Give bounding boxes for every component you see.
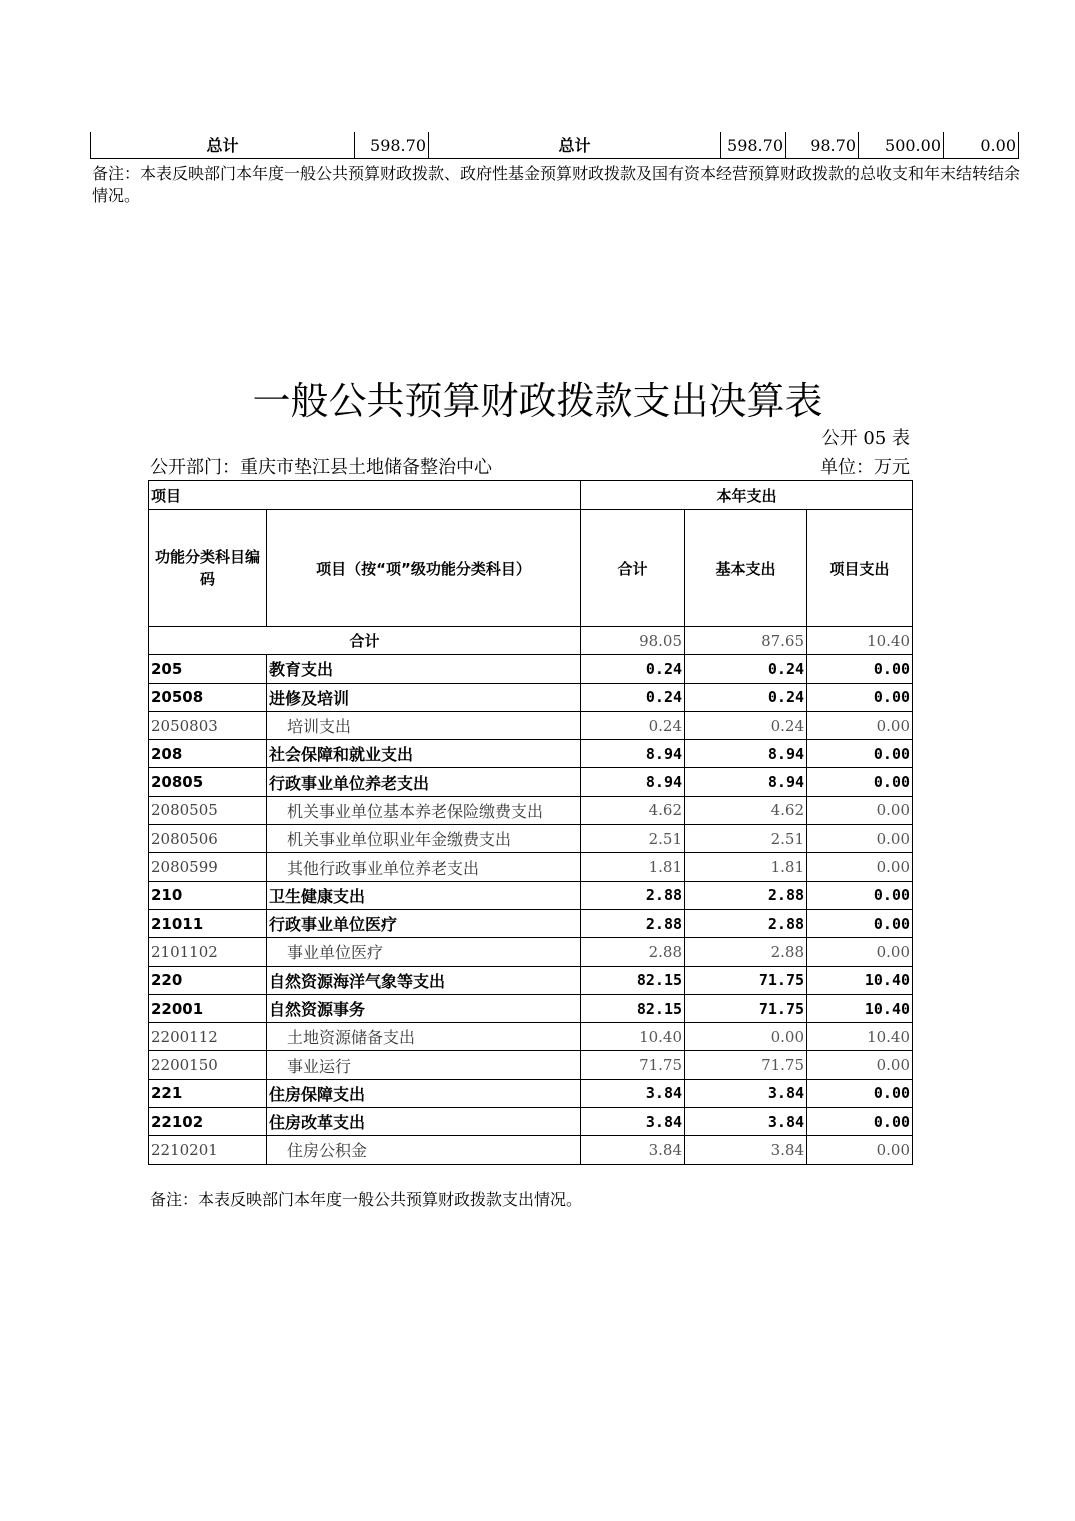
- row-project: 0.00: [807, 768, 913, 796]
- row-code: 20508: [149, 683, 267, 711]
- row-code: 210: [149, 881, 267, 909]
- row-project: 0.00: [807, 796, 913, 824]
- row-name: 住房改革支出: [267, 1108, 581, 1136]
- row-total: 3.84: [581, 1079, 685, 1107]
- row-total: 82.15: [581, 994, 685, 1022]
- department: 公开部门：重庆市垫江县土地储备整治中心: [150, 457, 492, 478]
- row-project: 0.00: [807, 825, 913, 853]
- row-project: 0.00: [807, 938, 913, 966]
- row-name: 住房保障支出: [267, 1079, 581, 1107]
- row-name: 机关事业单位职业年金缴费支出: [267, 825, 581, 853]
- row-name: 土地资源储备支出: [267, 1023, 581, 1051]
- row-total: 82.15: [581, 966, 685, 994]
- row-total: 2.51: [581, 825, 685, 853]
- row-total: 10.40: [581, 1023, 685, 1051]
- top-value-1: 98.70: [786, 132, 859, 158]
- total-row-project: 10.40: [807, 627, 913, 655]
- row-project: 0.00: [807, 683, 913, 711]
- row-total: 0.24: [581, 683, 685, 711]
- row-name: 自然资源海洋气象等支出: [267, 966, 581, 994]
- row-total: 3.84: [581, 1108, 685, 1136]
- row-name: 卫生健康支出: [267, 881, 581, 909]
- row-total: 71.75: [581, 1051, 685, 1079]
- row-code: 2101102: [149, 938, 267, 966]
- row-name: 社会保障和就业支出: [267, 740, 581, 768]
- row-project: 10.40: [807, 966, 913, 994]
- row-name: 住房公积金: [267, 1136, 581, 1164]
- page-title: 一般公共预算财政拨款支出决算表: [252, 379, 823, 423]
- row-code: 2210201: [149, 1136, 267, 1164]
- top-value-3: 0.00: [980, 136, 1016, 155]
- row-total: 4.62: [581, 796, 685, 824]
- table-row: [149, 1079, 913, 1107]
- row-code: 2050803: [149, 711, 267, 739]
- table-row: [149, 853, 913, 881]
- row-code: 2080506: [149, 825, 267, 853]
- row-name: 教育支出: [267, 655, 581, 683]
- table-row: [149, 1108, 913, 1136]
- row-basic: 0.00: [685, 1023, 807, 1051]
- table-row: [149, 825, 913, 853]
- header-total: 合计: [581, 510, 685, 627]
- row-basic: 71.75: [685, 994, 807, 1022]
- header-project: 项目: [149, 481, 581, 510]
- row-basic: 0.24: [685, 711, 807, 739]
- top-left-value: 598.70: [355, 132, 429, 158]
- row-name: 行政事业单位养老支出: [267, 768, 581, 796]
- row-basic: 71.75: [685, 966, 807, 994]
- row-code: 2080505: [149, 796, 267, 824]
- table-row: [149, 796, 913, 824]
- row-name: 自然资源事务: [267, 994, 581, 1022]
- row-total: 1.81: [581, 853, 685, 881]
- table-row: [149, 994, 913, 1022]
- table-row: [149, 711, 913, 739]
- table-row: [149, 740, 913, 768]
- row-basic: 2.88: [685, 938, 807, 966]
- row-basic: 0.24: [685, 683, 807, 711]
- table-row: [149, 938, 913, 966]
- row-project: 0.00: [807, 1108, 913, 1136]
- row-name: 培训支出: [267, 711, 581, 739]
- row-name: 进修及培训: [267, 683, 581, 711]
- row-code: 220: [149, 966, 267, 994]
- table-row: [149, 966, 913, 994]
- row-name: 事业运行: [267, 1051, 581, 1079]
- row-project: 0.00: [807, 1079, 913, 1107]
- row-basic: 3.84: [685, 1108, 807, 1136]
- top-total-row: [90, 132, 1019, 159]
- row-basic: 0.24: [685, 655, 807, 683]
- table-row: [149, 655, 913, 683]
- row-project: 0.00: [807, 1051, 913, 1079]
- row-code: 22102: [149, 1108, 267, 1136]
- row-code: 221: [149, 1079, 267, 1107]
- row-project: 10.40: [807, 994, 913, 1022]
- row-basic: 2.88: [685, 881, 807, 909]
- row-code: 2200112: [149, 1023, 267, 1051]
- row-name: 其他行政事业单位养老支出: [267, 853, 581, 881]
- row-project: 10.40: [807, 1023, 913, 1051]
- row-total: 2.88: [581, 909, 685, 937]
- total-row-label: 合计: [149, 627, 581, 655]
- top-value-2: 500.00: [859, 132, 944, 158]
- row-name: 事业单位医疗: [267, 938, 581, 966]
- header-code: 功能分类科目编码: [149, 510, 267, 627]
- total-row-basic: 87.65: [685, 627, 807, 655]
- row-project: 0.00: [807, 740, 913, 768]
- row-code: 208: [149, 740, 267, 768]
- row-basic: 1.81: [685, 853, 807, 881]
- table-row: [149, 909, 913, 937]
- expenditure-table: [148, 480, 913, 1165]
- row-total: 8.94: [581, 740, 685, 768]
- top-value-0: 598.70: [721, 132, 786, 158]
- row-project: 0.00: [807, 853, 913, 881]
- row-basic: 3.84: [685, 1136, 807, 1164]
- row-project: 0.00: [807, 711, 913, 739]
- table-id: 公开 05 表: [821, 428, 910, 449]
- header-current-year: 本年支出: [581, 481, 913, 510]
- table-row: [149, 683, 913, 711]
- row-project: 0.00: [807, 881, 913, 909]
- header-name: 项目（按“项”级功能分类科目）: [267, 510, 581, 627]
- top-right-label: 总计: [429, 132, 721, 158]
- row-total: 8.94: [581, 768, 685, 796]
- table-row: [149, 1023, 913, 1051]
- row-project: 0.00: [807, 655, 913, 683]
- row-project: 0.00: [807, 909, 913, 937]
- row-basic: 2.51: [685, 825, 807, 853]
- row-total: 3.84: [581, 1136, 685, 1164]
- row-total: 0.24: [581, 711, 685, 739]
- row-code: 22001: [149, 994, 267, 1022]
- total-row-total: 98.05: [581, 627, 685, 655]
- row-basic: 8.94: [685, 740, 807, 768]
- row-basic: 2.88: [685, 909, 807, 937]
- row-code: 2080599: [149, 853, 267, 881]
- header-project-exp: 项目支出: [807, 510, 913, 627]
- row-basic: 71.75: [685, 1051, 807, 1079]
- top-left-label: 总计: [91, 132, 355, 158]
- row-name: 行政事业单位医疗: [267, 909, 581, 937]
- bottom-note: 备注：本表反映部门本年度一般公共预算财政拨款支出情况。: [150, 1190, 583, 1209]
- row-code: 21011: [149, 909, 267, 937]
- table-row: [149, 1136, 913, 1164]
- row-name: 机关事业单位基本养老保险缴费支出: [267, 796, 581, 824]
- row-total: 0.24: [581, 655, 685, 683]
- row-total: 2.88: [581, 938, 685, 966]
- row-basic: 8.94: [685, 768, 807, 796]
- header-basic: 基本支出: [685, 510, 807, 627]
- table-row: [149, 881, 913, 909]
- row-basic: 3.84: [685, 1079, 807, 1107]
- row-code: 2200150: [149, 1051, 267, 1079]
- row-total: 2.88: [581, 881, 685, 909]
- row-code: 205: [149, 655, 267, 683]
- unit: 单位：万元: [820, 457, 910, 478]
- top-note: 备注：本表反映部门本年度一般公共预算财政拨款、政府性基金预算财政拨款及国有资本经营预算财政拨款的总收支和年末结转结余情况。: [92, 164, 1021, 205]
- row-basic: 4.62: [685, 796, 807, 824]
- row-code: 20805: [149, 768, 267, 796]
- row-project: 0.00: [807, 1136, 913, 1164]
- table-row: [149, 768, 913, 796]
- table-row: [149, 1051, 913, 1079]
